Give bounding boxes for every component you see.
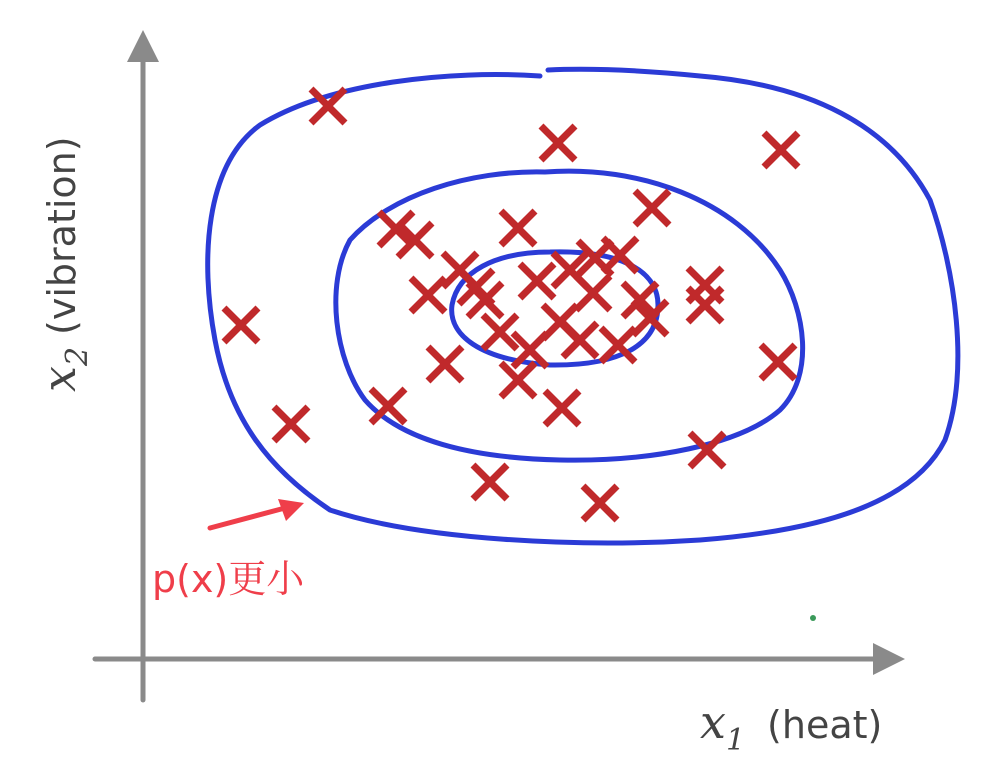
data-point — [473, 465, 507, 499]
y-axis-arrowhead — [127, 30, 159, 62]
annotation-arrow-shaft — [210, 508, 285, 528]
annotation-text: p(x)更小 — [152, 557, 305, 601]
data-point — [545, 391, 579, 425]
data-point — [274, 407, 308, 441]
y-axis-variable: x — [32, 366, 86, 392]
data-point — [411, 278, 445, 312]
data-point — [635, 191, 669, 225]
data-point — [541, 126, 575, 160]
x-axis-variable: x — [700, 695, 726, 749]
y-axis-subscript: 2 — [60, 346, 95, 367]
y-axis-label — [32, 136, 95, 392]
x-axis-subscript: 1 — [725, 723, 746, 758]
data-point — [483, 315, 517, 349]
data-point — [563, 323, 597, 357]
svg-text:x1(heat) — [700, 695, 882, 758]
data-point — [764, 133, 798, 167]
x-axis-text: (heat) — [767, 703, 883, 747]
annotation — [152, 499, 305, 601]
x-axis-arrowhead — [873, 643, 905, 675]
data-point — [501, 211, 535, 245]
data-point — [583, 486, 617, 520]
data-point — [428, 347, 462, 381]
stray-mark — [810, 615, 816, 621]
data-point — [224, 308, 258, 342]
data-point — [468, 283, 502, 317]
svg-text:x2(vibration) — [32, 136, 95, 392]
x-axis-label — [700, 695, 882, 758]
data-point — [688, 268, 722, 302]
data-point — [501, 363, 535, 397]
data-point — [761, 345, 795, 379]
y-axis-text: (vibration) — [40, 136, 84, 335]
data-point — [520, 264, 554, 298]
